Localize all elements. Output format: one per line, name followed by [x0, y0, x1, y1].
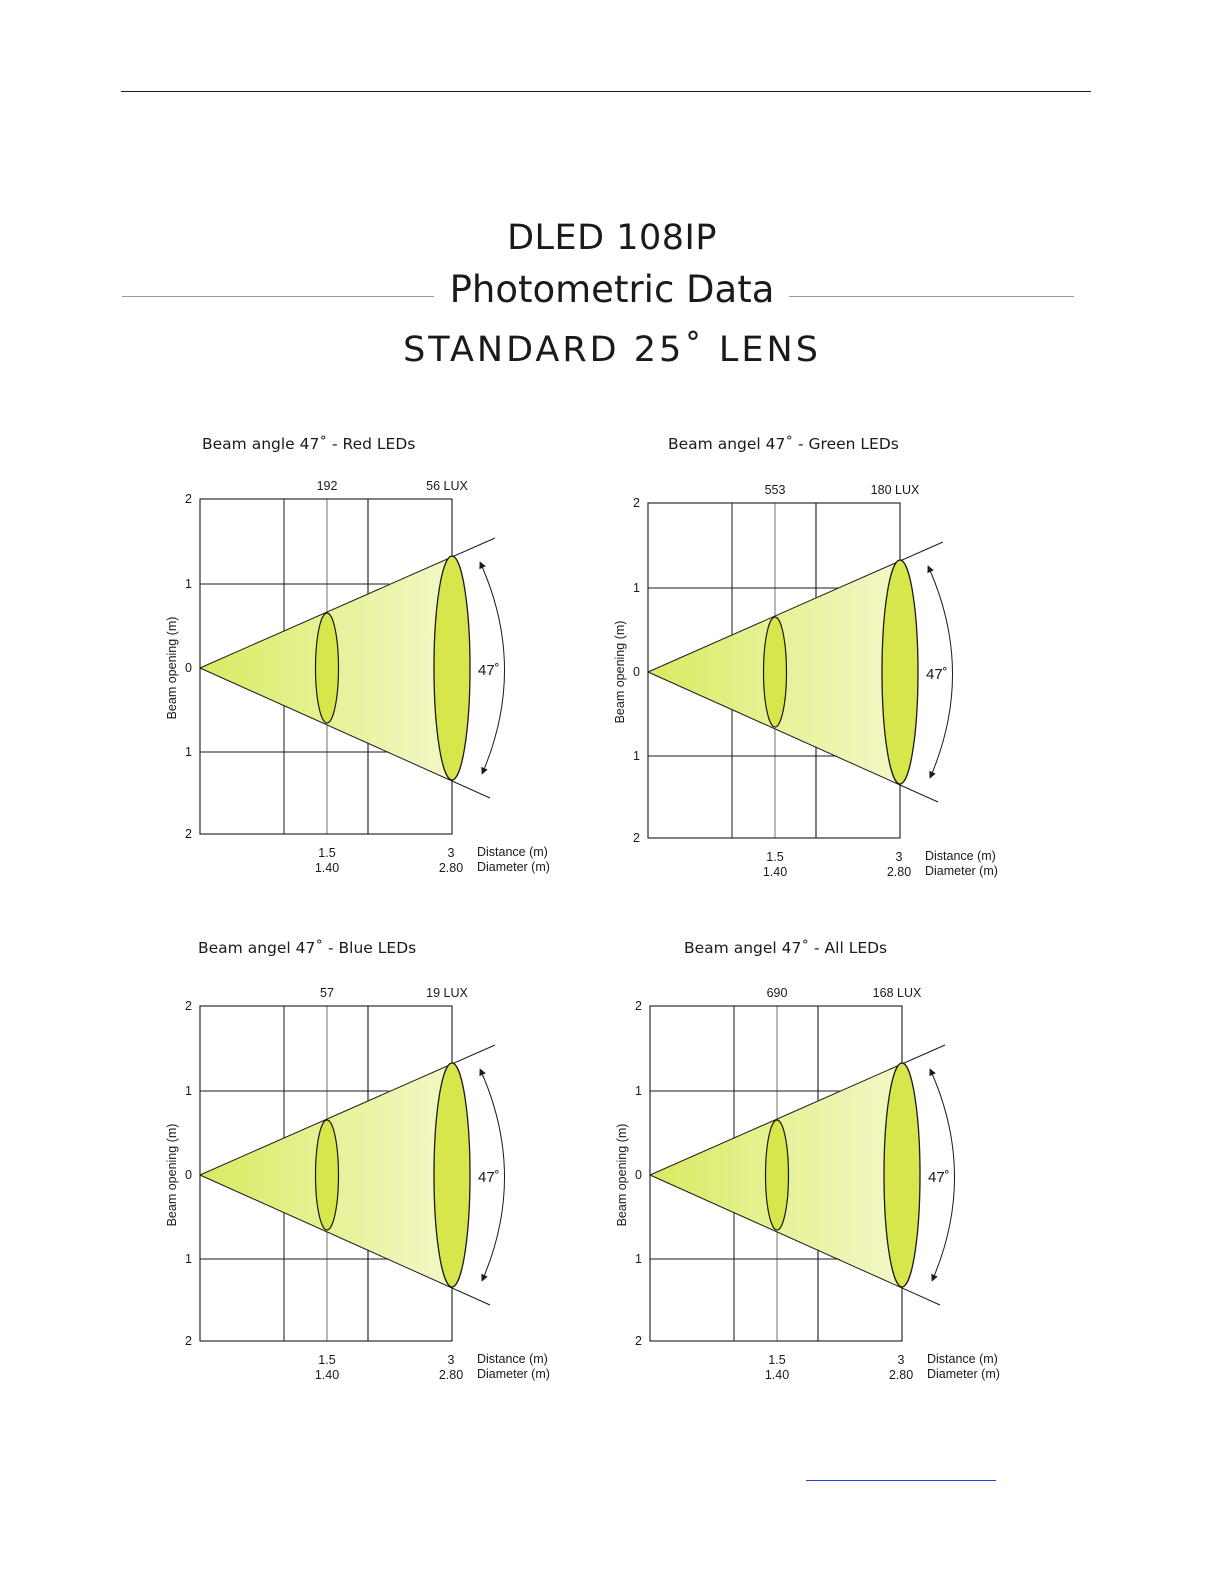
y-axis-label: Beam opening (m) — [615, 1123, 629, 1227]
x-diameter-tick: 1.40 — [762, 865, 788, 879]
lux-far-label: 180 LUX — [870, 483, 920, 497]
y-tick-label: 1 — [633, 749, 640, 763]
y-tick-label: 2 — [633, 496, 640, 510]
y-tick-label: 0 — [635, 1168, 642, 1182]
y-tick-label: 1 — [635, 1252, 642, 1266]
x-distance-tick: 1.5 — [318, 1353, 336, 1367]
y-tick-label: 2 — [185, 827, 192, 841]
lens-title: STANDARD 25˚ LENS — [403, 330, 821, 370]
x-diameter-tick: 2.80 — [886, 865, 912, 879]
beam-section-ellipse-3m — [882, 560, 918, 784]
x-diameter-axis-label: Diameter (m) — [477, 1367, 550, 1381]
chart-title-red: Beam angle 47˚ - Red LEDs — [202, 435, 416, 453]
beam-section-ellipse-3m — [884, 1063, 920, 1287]
x-diameter-tick: 1.40 — [314, 861, 340, 875]
chart-title-green: Beam angel 47˚ - Green LEDs — [668, 435, 899, 453]
y-tick-label: 2 — [633, 831, 640, 845]
y-tick-label: 1 — [633, 581, 640, 595]
beam-section-ellipse-1-5m — [766, 1120, 789, 1230]
beam-diagram-blue — [150, 977, 570, 1417]
x-diameter-tick: 2.80 — [888, 1368, 914, 1382]
beam-angle-label: 47˚ — [926, 666, 948, 683]
beam-diagram-all — [600, 977, 1020, 1417]
y-tick-label: 1 — [185, 745, 192, 759]
y-axis-label: Beam opening (m) — [165, 1123, 179, 1227]
lux-far-label: 56 LUX — [426, 479, 468, 493]
y-axis-label: Beam opening (m) — [613, 620, 627, 724]
beam-section-ellipse-3m — [434, 556, 470, 780]
x-distance-tick: 3 — [895, 850, 903, 864]
chart-title-all: Beam angel 47˚ - All LEDs — [684, 939, 888, 957]
y-tick-label: 2 — [185, 492, 192, 506]
y-tick-label: 2 — [635, 1334, 642, 1348]
x-distance-tick: 3 — [447, 846, 455, 860]
y-tick-label: 0 — [633, 665, 640, 679]
beam-section-ellipse-1-5m — [316, 613, 339, 723]
y-tick-label: 0 — [185, 661, 192, 675]
beam-angle-label: 47˚ — [478, 1169, 500, 1186]
y-tick-label: 1 — [185, 577, 192, 591]
y-tick-label: 2 — [185, 999, 192, 1013]
x-distance-tick: 1.5 — [318, 846, 336, 860]
y-tick-label: 0 — [185, 1168, 192, 1182]
y-tick-label: 2 — [635, 999, 642, 1013]
x-distance-tick: 1.5 — [768, 1353, 786, 1367]
section-title: Photometric Data — [449, 268, 775, 311]
x-distance-tick: 3 — [897, 1353, 905, 1367]
lux-near-label: 192 — [316, 479, 338, 493]
x-diameter-tick: 1.40 — [314, 1368, 340, 1382]
y-tick-label: 1 — [185, 1084, 192, 1098]
y-axis-label: Beam opening (m) — [165, 616, 179, 720]
x-diameter-tick: 1.40 — [764, 1368, 790, 1382]
chart-title-blue: Beam angel 47˚ - Blue LEDs — [198, 939, 417, 957]
beam-diagram-red — [150, 470, 570, 910]
beam-angle-label: 47˚ — [478, 662, 500, 679]
lux-far-label: 168 LUX — [872, 986, 922, 1000]
lux-far-label: 19 LUX — [426, 986, 468, 1000]
beam-section-ellipse-1-5m — [316, 1120, 339, 1230]
product-title: DLED 108IP — [507, 218, 717, 258]
lux-near-label: 553 — [764, 483, 786, 497]
x-diameter-tick: 2.80 — [438, 861, 464, 875]
x-distance-tick: 3 — [447, 1353, 455, 1367]
lux-near-label: 57 — [320, 986, 334, 1000]
y-tick-label: 1 — [185, 1252, 192, 1266]
x-diameter-axis-label: Diameter (m) — [927, 1367, 1000, 1381]
header-rule — [121, 91, 1091, 92]
beam-angle-label: 47˚ — [928, 1169, 950, 1186]
beam-section-ellipse-3m — [434, 1063, 470, 1287]
x-distance-axis-label: Distance (m) — [477, 845, 548, 859]
beam-section-ellipse-1-5m — [764, 617, 787, 727]
x-diameter-tick: 2.80 — [438, 1368, 464, 1382]
x-diameter-axis-label: Diameter (m) — [477, 860, 550, 874]
y-tick-label: 1 — [635, 1084, 642, 1098]
y-tick-label: 2 — [185, 1334, 192, 1348]
x-diameter-axis-label: Diameter (m) — [925, 864, 998, 878]
lux-near-label: 690 — [766, 986, 788, 1000]
beam-diagram-green — [598, 474, 1018, 914]
x-distance-axis-label: Distance (m) — [477, 1352, 548, 1366]
x-distance-axis-label: Distance (m) — [925, 849, 996, 863]
x-distance-tick: 1.5 — [766, 850, 784, 864]
footer-link-underline[interactable] — [806, 1480, 996, 1481]
x-distance-axis-label: Distance (m) — [927, 1352, 998, 1366]
title-rule-right — [789, 296, 1074, 297]
